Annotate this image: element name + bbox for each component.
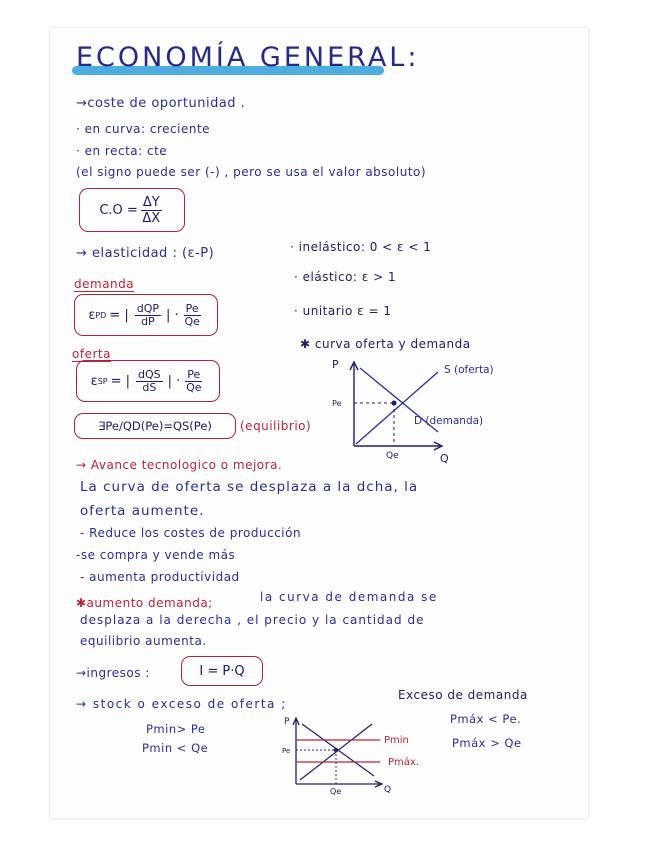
esp-formula-box: ε SP = | $\frac{\text{dQS}}{dS}$ | · $\frac{Pe}{Qe}$ xyxy=(76,360,220,402)
equilibrio-aumenta-line: equilibrio aumenta. xyxy=(80,634,207,648)
elastico-note: · elástico: ε > 1 xyxy=(294,270,397,284)
graph2-equilibrium-point xyxy=(334,748,338,752)
graph1-supply-line xyxy=(356,372,438,444)
esp-lhs: ε xyxy=(90,373,98,389)
graph2-pmax-label: Pmáx. xyxy=(388,757,419,768)
co-lhs: C.O = xyxy=(99,202,138,218)
pmin-qe-note: Pmin < Qe xyxy=(142,741,209,755)
oferta-aumente-line: oferta aumente. xyxy=(80,503,205,519)
la-curva-line: La curva de oferta se desplaza a la dcha, la xyxy=(80,479,419,495)
avance-heading: → Avance tecnologico o mejora. xyxy=(76,458,283,472)
graph2-qe-label: Qe xyxy=(330,787,342,796)
demanda-label: demanda xyxy=(74,277,135,291)
recta-note: · en recta: cte xyxy=(76,144,168,158)
graph1-p-label: P xyxy=(332,358,339,371)
esp-num: dQS xyxy=(138,367,161,381)
epd-den: dP xyxy=(141,314,155,328)
page-title: ECONOMÍA GENERAL: xyxy=(76,42,420,73)
exceso-demanda-heading: Exceso de demanda xyxy=(398,688,528,702)
graph2-q-label: Q xyxy=(384,785,392,795)
price-control-graph xyxy=(276,712,446,796)
elasticidad-heading: → elasticidad : (ε-P) xyxy=(76,246,215,261)
graph1-d-label: D (demanda) xyxy=(414,415,484,427)
co-formula-box xyxy=(79,188,185,232)
curva-caption: ✱ curva oferta y demanda xyxy=(300,337,471,351)
epd-pnum: Pe xyxy=(185,301,199,315)
graph1-qe-label: Qe xyxy=(386,451,399,461)
graph1-q-label: Q xyxy=(440,452,449,464)
unitario-note: · unitario ε = 1 xyxy=(294,304,392,318)
graph2-pmin-label: Pmin xyxy=(384,735,409,746)
desplaza-line: desplaza a la derecha , el precio y la cantidad de xyxy=(80,613,425,627)
epd-lhs: ε xyxy=(88,307,96,323)
ingresos-heading: →ingresos : xyxy=(76,666,150,680)
stock-heading: → stock o exceso de oferta ; xyxy=(76,697,287,711)
pmin-pe-note: Pmin> Pe xyxy=(146,722,206,736)
ingresos-formula-box: I = P·Q xyxy=(181,656,263,686)
curva-note: · en curva: creciente xyxy=(76,122,211,136)
epd-pden: Qe xyxy=(184,314,200,328)
pmax-pe-note: Pmáx < Pe. xyxy=(450,712,522,726)
inelastico-note: · inelástico: 0 < ε < 1 xyxy=(290,240,432,254)
epd-formula-box: ε PD = | $\frac{\text{dQP}}{dP}$ | · $\frac{Pe}{Qe}$ xyxy=(74,294,218,336)
epd-num: dQP xyxy=(136,301,160,315)
compra-line: -se compra y vende más xyxy=(76,548,236,562)
aumento-demanda-label: ✱aumento demanda; xyxy=(76,596,213,610)
graph2-p-label: P xyxy=(284,717,290,727)
equilibrio-label: (equilibrio) xyxy=(240,419,312,433)
graph2-pe-label: Pe xyxy=(282,747,291,755)
co-numerator: ΔY xyxy=(142,194,160,210)
aumento-rest-line: la curva de demanda se xyxy=(260,590,438,604)
oferta-label: oferta xyxy=(72,347,111,361)
graph1-pe-label: Pe xyxy=(332,399,342,408)
epd-sub: PD xyxy=(95,310,107,320)
graph1-equilibrium-point xyxy=(392,401,397,406)
pmax-qe-note: Pmáx > Qe xyxy=(452,736,522,750)
graph1-s-label: S (oferta) xyxy=(444,364,494,376)
esp-sub: SP xyxy=(97,376,108,386)
reduce-line: - Reduce los costes de producción xyxy=(80,526,302,540)
coste-heading: →coste de oportunidad . xyxy=(76,96,246,111)
equilibrio-box: ∃Pe/QD(Pe)=QS(Pe) xyxy=(74,413,236,439)
signo-note: (el signo puede ser (-) , pero se usa el valor absoluto) xyxy=(76,165,427,179)
supply-demand-graph xyxy=(320,352,520,464)
esp-den: dS xyxy=(142,380,157,394)
co-denominator: ΔX xyxy=(142,210,161,226)
esp-pnum: Pe xyxy=(187,367,201,381)
aumenta-line: - aumenta productividad xyxy=(80,570,240,584)
esp-pden: Qe xyxy=(186,380,202,394)
